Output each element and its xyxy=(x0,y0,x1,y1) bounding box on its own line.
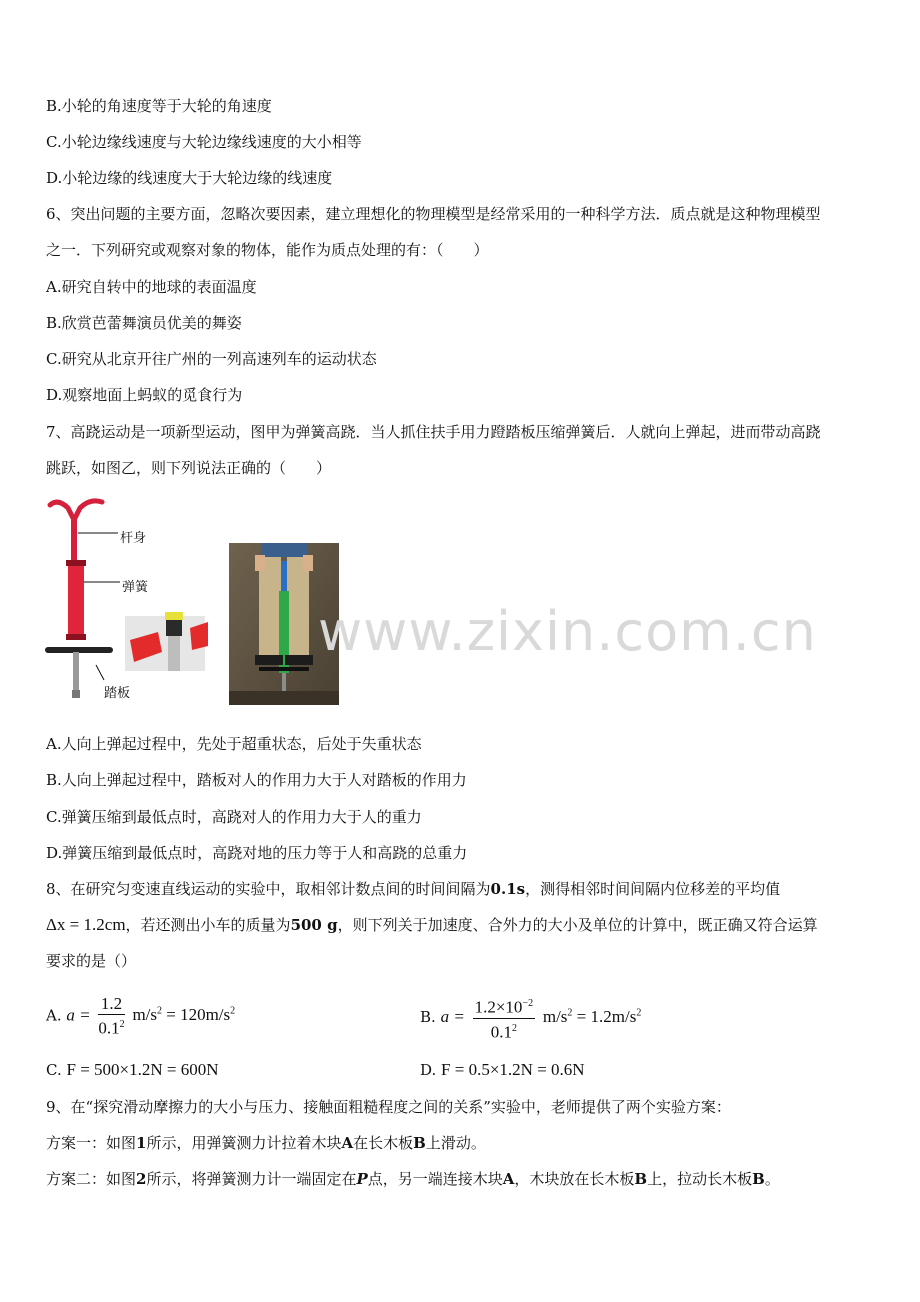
q9-stem: 9、在“探究滑动摩擦力的大小与压力、接触面粗糙程度之间的关系”实验中，老师提供了两个实验方案： xyxy=(46,1098,731,1116)
result: = 120m/s xyxy=(166,1005,231,1025)
rod-label: 杆身 xyxy=(120,531,147,546)
option-prefix: B. xyxy=(420,1008,436,1027)
fraction xyxy=(98,994,124,1039)
q6-stem-line2: 之一．下列研究或观察对象的物体，能作为质点处理的有：（ ） xyxy=(46,241,489,259)
exponent: 2 xyxy=(230,1005,236,1017)
q7-option-a: A.人向上弹起过程中，先处于超重状态，后处于失重状态 xyxy=(46,735,422,753)
spring-label: 弹簧 xyxy=(122,580,149,595)
result: = 1.2m/s xyxy=(576,1007,637,1027)
exponent: 2 xyxy=(567,1007,573,1019)
exponent: 2 xyxy=(636,1007,642,1019)
q8-stem-part: 8、在研究匀变速直线运动的实验中，取相邻计数点间的时间间隔为 xyxy=(46,880,491,898)
q8-time-interval: 0.1s xyxy=(490,880,526,898)
option-prefix: D. xyxy=(420,1061,437,1079)
text-run: 上，拉动长木板 xyxy=(647,1170,753,1188)
q9-plan-1 xyxy=(46,1132,486,1154)
q7-stem-line2: 跳跃，如图乙，则下列说法正确的（ ） xyxy=(46,459,332,477)
board-label: B xyxy=(634,1170,648,1188)
q8-stem-line1 xyxy=(46,878,780,900)
q8-stem-part: ，若还测出小车的质量为 xyxy=(125,916,291,934)
fraction-numerator: 1.2 xyxy=(98,994,124,1015)
pogo-stick-drawing xyxy=(40,490,215,705)
q8-option-c xyxy=(46,1059,219,1081)
board-label: B xyxy=(752,1170,765,1188)
q8-option-a xyxy=(46,994,235,1039)
fraction-denominator: 0.1 xyxy=(490,1022,512,1042)
q6-stem-line1: 6、突出问题的主要方面，忽略次要因素，建立理想化的物理模型是经常采用的一种科学方法．质点就是这种物理模型 xyxy=(46,205,821,223)
unit: m/s xyxy=(132,1005,157,1025)
fraction-denominator: 0.1 xyxy=(98,1018,120,1038)
q7-option-b: B.人向上弹起过程中，踏板对人的作用力大于人对踏板的作用力 xyxy=(46,771,467,789)
text-run: 所示，将弹簧测力计一端固定在 xyxy=(146,1170,357,1188)
q8-option-b xyxy=(420,994,641,1042)
q9-plan-2 xyxy=(46,1168,780,1190)
board-label: B xyxy=(413,1134,426,1152)
text-run: 点，另一端连接木块 xyxy=(367,1170,503,1188)
formula: F = 500×1.2N = 600N xyxy=(66,1060,219,1079)
q8-stem-line3: 要求的是（） xyxy=(46,952,137,970)
q5-option-b: B.小轮的角速度等于大轮的角速度 xyxy=(46,97,272,115)
block-label: A xyxy=(341,1134,354,1152)
q8-delta-x: Δx = 1.2cm xyxy=(46,915,126,934)
q7-stem-line1: 7、高跷运动是一项新型运动，图甲为弹簧高跷．当人抓住扶手用力蹬踏板压缩弹簧后．人就向上弹起，进而带动高跷 xyxy=(46,423,821,441)
text-run: 在长木板 xyxy=(353,1134,414,1152)
q6-option-d: D.观察地面上蚂蚁的觅食行为 xyxy=(46,386,243,404)
q8-option-d xyxy=(420,1059,585,1081)
exponent: 2 xyxy=(157,1005,162,1017)
block-label: A xyxy=(502,1170,515,1188)
formula-lhs: a = xyxy=(440,1007,465,1027)
q8-stem-part: ，测得相邻时间间隔内位移差的平均值 xyxy=(525,880,781,898)
q8-stem-part: ，则下列关于加速度、合外力的大小及单位的计算中，既正确又符合运算 xyxy=(337,916,818,934)
figure-number: 1 xyxy=(136,1134,147,1152)
pedal-label: 踏板 xyxy=(104,686,131,701)
q6-option-a: A.研究自转中的地球的表面温度 xyxy=(46,278,257,296)
fraction-numerator: 1.2×10 xyxy=(474,997,523,1017)
exponent: 2 xyxy=(511,1022,517,1034)
q8-stem-line2 xyxy=(46,914,818,936)
figure-number: 2 xyxy=(136,1170,147,1188)
text-run: 所示，用弹簧测力计拉着木块 xyxy=(146,1134,342,1152)
text-run: 方案一：如图 xyxy=(46,1134,137,1152)
text-run: 上滑动。 xyxy=(425,1134,486,1152)
q5-option-d: D.小轮边缘的线速度大于大轮边缘的线速度 xyxy=(46,169,333,187)
watermark-text: www.zixin.com.cn xyxy=(318,600,817,663)
exponent: −2 xyxy=(522,998,534,1009)
option-prefix: C. xyxy=(46,1061,62,1079)
text-run: 方案二：如图 xyxy=(46,1170,137,1188)
formula-lhs: a = xyxy=(66,1005,91,1025)
q7-option-c: C.弹簧压缩到最低点时，高跷对人的作用力大于人的重力 xyxy=(46,808,422,826)
q8-mass: 500 g xyxy=(290,916,338,934)
q6-option-c: C.研究从北京开往广州的一列高速列车的运动状态 xyxy=(46,350,377,368)
unit: m/s xyxy=(542,1007,568,1027)
exponent: 2 xyxy=(119,1019,125,1030)
option-prefix: A. xyxy=(46,1006,62,1025)
text-run: 。 xyxy=(764,1170,780,1188)
formula: F = 0.5×1.2N = 0.6N xyxy=(441,1060,585,1079)
point-label: P xyxy=(356,1170,368,1188)
text-run: ，木块放在长木板 xyxy=(514,1170,635,1188)
q6-option-b: B.欣赏芭蕾舞演员优美的舞姿 xyxy=(46,314,242,332)
q5-option-c: C.小轮边缘线速度与大轮边缘线速度的大小相等 xyxy=(46,133,362,151)
fraction xyxy=(473,994,535,1042)
q7-option-d: D.弹簧压缩到最低点时，高跷对地的压力等于人和高跷的总重力 xyxy=(46,844,468,862)
pogo-stick-diagram xyxy=(40,490,215,705)
